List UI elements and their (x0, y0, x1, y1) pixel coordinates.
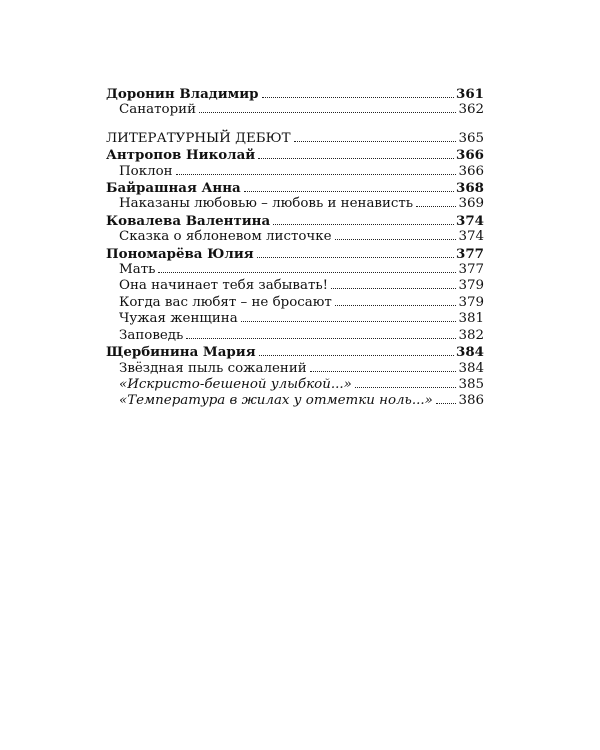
dot-leader (331, 288, 456, 289)
toc-page-number: 366 (456, 147, 484, 164)
toc-page-number: 385 (458, 376, 484, 392)
toc-work-entry[interactable] (106, 377, 484, 393)
toc-work-entry[interactable] (106, 164, 484, 180)
toc-page-number: 386 (458, 393, 484, 409)
dot-leader (416, 206, 456, 207)
toc-title: «Температура в жилах у отметки ноль...» (119, 393, 433, 409)
toc-work-entry[interactable] (106, 328, 484, 344)
dot-leader (335, 305, 457, 306)
toc-title: Мать (119, 262, 156, 278)
dot-leader (258, 158, 454, 159)
toc-title: Антропов Николай (106, 147, 256, 164)
toc-page-number: 377 (458, 262, 484, 278)
toc-work-entry[interactable] (106, 229, 484, 245)
dot-leader (436, 403, 457, 404)
toc-author-entry[interactable] (106, 344, 484, 360)
toc-page-number: 379 (458, 294, 484, 310)
toc-title: Пономарёва Юлия (106, 245, 254, 262)
toc-title: Когда вас любят – не бросают (119, 294, 332, 310)
toc-work-entry[interactable] (106, 311, 484, 327)
dot-leader (186, 338, 456, 339)
toc-title: Санаторий (119, 102, 197, 118)
toc-title: Ковалева Валентина (106, 212, 271, 229)
toc-title: Сказка о яблоневом листочке (119, 229, 332, 245)
dot-leader (294, 141, 457, 142)
toc-title: Байрашная Анна (106, 180, 241, 197)
toc-title: Чужая женщина (119, 311, 238, 327)
toc-page-number: 379 (458, 278, 484, 294)
dot-leader (335, 239, 457, 240)
toc-page-number: 365 (458, 130, 484, 146)
toc-page-number: 361 (456, 86, 484, 102)
toc-page-number: 374 (458, 229, 484, 245)
toc-work-entry[interactable] (106, 295, 484, 311)
toc-page-number: 382 (458, 327, 484, 343)
toc-section-entry[interactable] (106, 131, 484, 147)
dot-leader (158, 272, 456, 273)
toc-work-entry[interactable] (106, 196, 484, 212)
section-gap (106, 119, 484, 131)
toc-author-entry[interactable] (106, 180, 484, 196)
toc-author-entry[interactable] (106, 213, 484, 229)
toc-title: «Искристо-бешеной улыбкой...» (119, 376, 352, 392)
dot-leader (355, 387, 457, 388)
toc-author-entry[interactable] (106, 86, 484, 102)
toc-page-number: 366 (458, 163, 484, 179)
dot-leader (241, 321, 457, 322)
dot-leader (259, 355, 454, 356)
toc-author-entry[interactable] (106, 246, 484, 262)
toc-title: Наказаны любовью – любовь и ненависть (119, 196, 414, 212)
toc-title: Щербинина Мария (106, 344, 256, 361)
toc-work-entry[interactable] (106, 278, 484, 294)
dot-leader (257, 257, 454, 258)
toc-page-number: 374 (456, 212, 484, 229)
toc-page-number: 381 (458, 311, 484, 327)
dot-leader (199, 112, 456, 113)
toc-page-number: 368 (456, 180, 484, 197)
toc-page-number: 384 (456, 344, 484, 361)
toc-work-entry[interactable] (106, 393, 484, 409)
toc-work-entry[interactable] (106, 262, 484, 278)
toc-author-entry[interactable] (106, 147, 484, 163)
dot-leader (262, 97, 454, 98)
dot-leader (244, 191, 454, 192)
toc-page-number: 362 (458, 102, 484, 118)
toc-page-number: 377 (456, 245, 484, 262)
toc-title: Заповедь (119, 327, 184, 343)
dot-leader (273, 224, 454, 225)
toc-page-number: 369 (458, 196, 484, 212)
toc-work-entry[interactable] (106, 102, 484, 118)
toc-title: Поклон (119, 163, 173, 179)
table-of-contents (106, 86, 484, 410)
toc-title: Она начинает тебя забывать! (119, 278, 329, 294)
toc-title: Звёздная пыль сожалений (119, 360, 307, 376)
toc-title: Доронин Владимир (106, 86, 259, 102)
toc-work-entry[interactable] (106, 361, 484, 377)
toc-page-number: 384 (458, 360, 484, 376)
toc-title: ЛИТЕРАТУРНЫЙ ДЕБЮТ (106, 130, 291, 146)
dot-leader (176, 174, 457, 175)
dot-leader (310, 371, 457, 372)
